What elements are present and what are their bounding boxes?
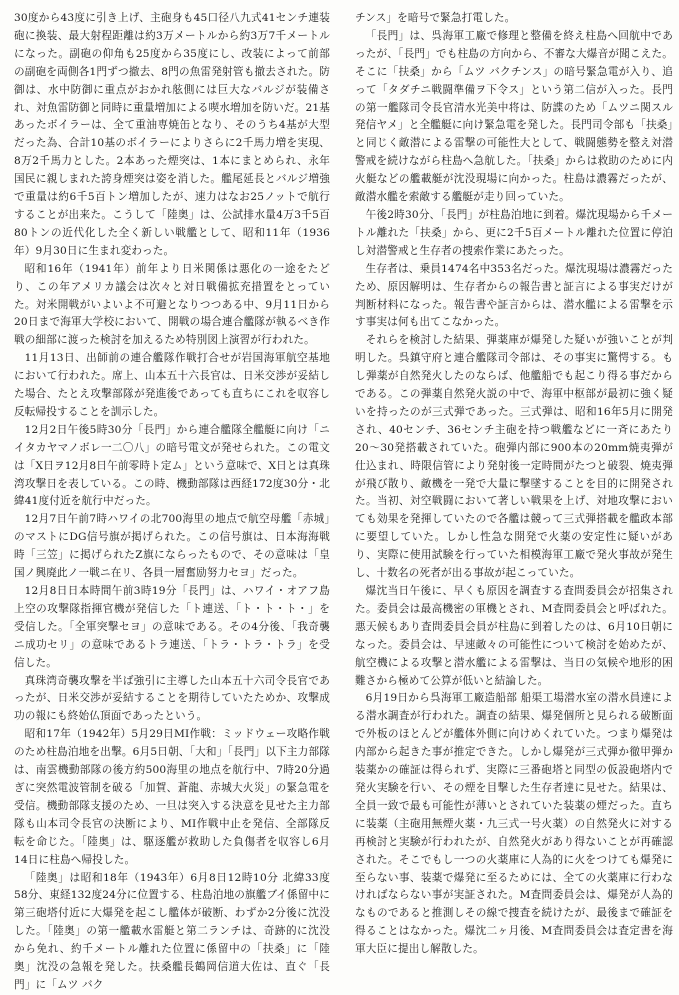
right-column-paragraph: それらを検討した結果、弾薬庫が爆発した疑いが強いことが判明した。呉鎮守府と連合艦隊司令部は、その事実に驚愕する。もし弾薬が自然発火したのならば、他艦船でも起こり得る事だからである。この弾薬自然発火説の中で、海軍中枢部が最初に強く疑いを持ったのが三式弾であった。三式弾は、昭和16年5月に開発され、40センチ、36センチ主砲を持つ戦艦などに一斉にあたり20〜30発搭載されていた。砲弾内部に900本の20mm焼夷弾が仕込まれ、時限信管により発射後一定時間がたつと破裂、焼夷弾が飛び散り、敵機を一発で大量に撃墜することを目的に開発された。当初、対空戦闘において著しい戦果を上げ、対地攻撃においても効果を発揮していたので各艦は競って三式弾搭載を艦政本部に要望していた。しかし性急な開発で火薬の安定性に疑いがあり、実際に使用試験を行っていた相模海軍工廠で発火事故が発生し、十数名の死者が出る事故が起こっていた。 (355, 334, 673, 580)
left-column-paragraph: 12月2日午後5時30分「長門」から連合艦隊全艦艇に向け「ニイタカヤマノボレ一二〇八」の暗号電文が発せられた。この電文は「X日ヲ12月8日午前零時ト定ム」という意味で、X日とは真珠湾攻撃日を表している。この時、機動部隊は西経172度30分・北緯41度付近を航行中だった。 (14, 423, 330, 508)
right-column-paragraph: 「長門」は、呉海軍工廠で修理と整備を終え柱島へ回航中であったが、「長門」でも柱島の方向から、不審な大爆音が聞こえた。そこに「扶桑」から「ムツ バクチンス」の暗号緊急電が入り、追って「タダチニ戦闘準備ヲ下令ス」という第二信が入った。長門の第一艦隊司令長官清水光美中将は、防諜のため「ムツニ関スル発信ヤメ」と全艦艇に向け緊急電を発した。長門司令部も「扶桑」と同じく敵潜による雷撃の可能性大として、戦闘態勢を整え対潜警戒を続けながら柱島へ急航した。「扶桑」からは救助のために内火艇などの艦載艇が沈没現場に向かった。柱島は濃霧だったが、敵潜水艦を索敵する艦艇が走り回っていた。 (355, 29, 673, 204)
right-column-paragraph: 午後2時30分、「長門」が柱島泊地に到着。爆沈現場から千メートル離れた「扶桑」から、更に2千5百メートル離れた位置に停泊し対潜警戒と生存者の捜索作業にあたった。 (355, 208, 673, 257)
left-column-paragraph: 昭和16年（1941年）前年より日米関係は悪化の一途をたどり、この年アメリカ議会は次々と対日戦備拡充措置をとっていた。対米開戦がいよいよ不可避となりつつある中、9月11日から20日まで海軍大学校において、開戦の場合連合艦隊が執るべき作戦の細部に渡った検討を加えるため特別図上演習が行われた。 (14, 262, 330, 347)
left-column (14, 10, 330, 991)
right-column-paragraph: 爆沈当日午後に、早くも原因を調査する査問委員会が招集された。委員会は最高機密の軍機とされ、M査問委員会と呼ばれた。悪天候もあり査問委員会員が柱島に到着したのは、6月10日朝になった。委員会は、早速敵々の可能性について検討を始めたが、航空機による攻撃と潜水艦による雷撃は、当日の気候や地形的困難さから極めて公算が低いと結論した。 (355, 585, 673, 687)
left-column-paragraph: 昭和17年（1942年）5月29日MI作戦：ミッドウェー攻略作戦のため柱島泊地を出撃。6月5日朝、「大和」「長門」以下主力部隊は、南雲機動部隊の後方約500海里の地点を航行中、7時20分過ぎに突然電波管制を破る「加賀、蒼龍、赤城大火災」の緊急電を受信。機動部隊支援のため、一旦は突入する決意を見せた主力部隊も山本司令長官の決断により、MI作戦中止を発信、全部隊反転を命じた。「陸奥」は、駆逐艦が救助した負傷者を収容し6月14日に柱島へ帰投した。 (14, 728, 330, 866)
left-column-paragraph: 11月13日、出師前の連合艦隊作戦打合せが岩国海軍航空基地において行われた。席上、山本五十六長官は、日米交渉が妥結した場合、たとえ攻撃部隊が発進後であっても直ちにこれを収容し反転帰投することを訓示した。 (14, 352, 330, 418)
left-column-paragraph: 真珠湾奇襲攻撃を半ば強引に主導した山本五十六司令長官であったが、日米交渉が妥結することを期待していたためか、攻撃成功の報にも終始仏頂面であったという。 (14, 674, 330, 723)
left-column-paragraph: 30度から43度に引き上げ、主砲身も45口径八九式41センチ連装砲に換装、最大射程距離は約3万メートルから約3万7千メートルになった。副砲の仰角も25度から35度にし、改装によって前部の副砲を両側各1門ずつ撤去、8門の魚雷発射管も撤去された。防御は、水中防御に重点がおかれ舷側には巨大なバルジが装備され、対魚雷防御と同時に重量増加による喫水増加を防いだ。21基あったボイラーは、全て重油専焼缶となり、そのうち4基が大型だった為、合計10基のボイラーによりさらに2千馬力増を実現、8万2千馬力とした。2本あった煙突は、1本にまとめられ、永年国民に親しまれた誇身煙突は姿を消した。艦尾延長とバルジ増強で重量は約6千5百トン増加したが、速力はなお25ノットで航行することが出来た。こうして「陸奥」は、公試排水量4万3千5百80トンの近代化した全く新しい戦艦として、昭和11年（1936年）9月30日に生まれ変わった。 (14, 12, 330, 257)
right-column-paragraph: 6月19日から呉海軍工廠造船部 船渠工場潜水室の潜水員達による潜水調査が行われた。調査の結果、爆発個所と見られる破断面で外板のほとんどが艦体外側に向けめくれていた。つまり爆発は内部から起きた事が推定できた。しかし爆発が三式弾か徹甲弾か装薬かの確証は得られず、実際に三番砲塔と同型の仮設砲塔内で発火実験を行い、その煙を目撃した生存者達に見せた。結果は、全員一致で最も可能性が薄いとされていた装薬の煙だった。直ちに装薬（主砲用無煙火薬・九三式一号火薬）の自然発火に対する再検討と実験が行われたが、自然発火があり得ないことが再確認された。そこでもし一つの火薬庫に人為的に火をつけても爆発に至らない事、装薬で爆発に至るためには、全ての火薬庫に行わなければならない事が実証された。M査問委員会は、爆発が人為的なものであると推測しその線で捜査を続けたが、最後まで確証を得ることはなかった。爆沈二ヶ月後、M査問委員会は査定書を海軍大臣に提出し解散した。 (355, 692, 673, 956)
right-column-paragraph: チンス」を暗号で緊急打電した。 (355, 12, 516, 24)
left-column-paragraph: 12月7日午前7時ハワイの北700海里の地点で航空母艦「赤城」のマストにDG信号旗が掲げられた。この信号旗は、日本海海戦時「三笠」に掲げられたZ旗にならったもので、その意味は「皇国ノ興廃此ノ一戦ニ在リ、各員一層奮励努力セヨ」だった。 (14, 513, 330, 580)
right-column-paragraph: 生存者は、乗員1474名中353名だった。爆沈現場は濃霧だったため、原因解明は、生存者からの報告書と証言による事実だけが判断材料になった。報告書や証言からは、潜水艦による雷撃を示す事実は何も出てこなかった。 (355, 262, 673, 329)
right-column (355, 10, 673, 984)
left-column-paragraph: 「陸奥」は昭和18年（1943年）6月8日12時10分 北緯33度58分、東経132度24分に位置する、柱島泊地の旗艦ブイ係留中に第三砲塔付近に大爆発を起こし艦体が破断、わずか2分後に沈没した。「陸奥」の第一艦載水雷艇と第二ランチは、奇跡的に沈没から免れ、約千メートル離れた位置に係留中の「扶桑」に「陸奥」沈没の急報を発した。扶桑艦長鶴岡信道大佐は、直ぐ「長門」に「ムツ バク (14, 871, 330, 991)
left-column-paragraph: 12月8日日本時間午前3時19分「長門」は、ハワイ・オアフ島上空の攻撃隊指揮官機が発信した「ト連送、「ト・ト・ト・」を受信した。「全軍突撃セヨ」の意味である。その4分後、「我奇襲ニ成功セリ」の意味であるトラ連送、「トラ・トラ・トラ」を受信した。 (14, 585, 330, 669)
